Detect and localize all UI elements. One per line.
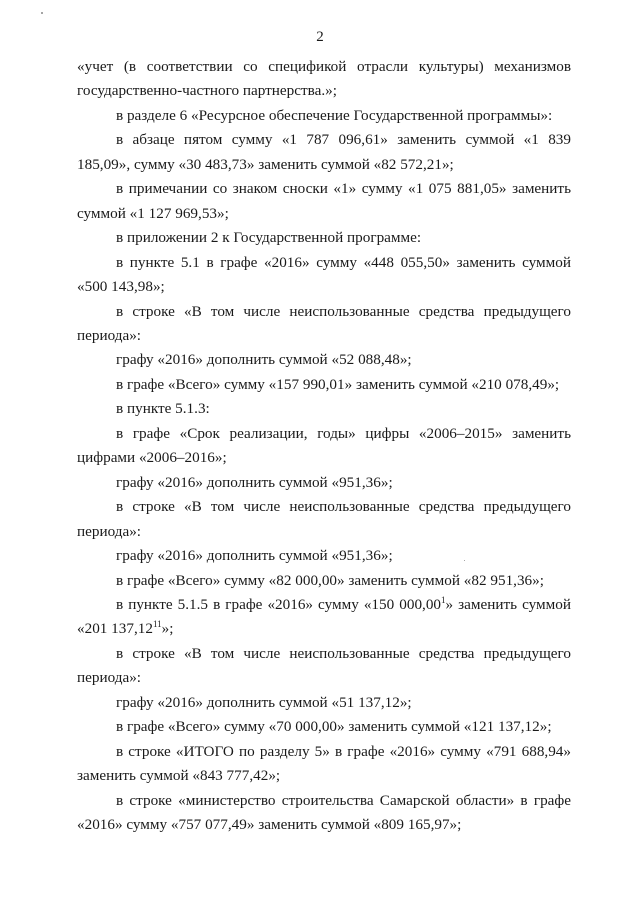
paragraph: в строке «В том числе неиспользованные средства предыдущего периода»: bbox=[77, 302, 571, 344]
paragraph: в графе «Всего» сумму «82 000,00» заменить суммой «82 951,36»; bbox=[116, 571, 544, 589]
paragraph: графу «2016» дополнить суммой «52 088,48»; bbox=[116, 351, 412, 369]
paragraph-with-footnotes bbox=[77, 593, 571, 642]
paragraph: в строке «министерство строительства Самарской области» в графе «2016» сумму «757 077,49» заменить суммой «809 165,97»; bbox=[77, 791, 571, 834]
page-number: 2 bbox=[316, 29, 324, 45]
paragraph: «учет (в соответствии со спецификой отрасли культуры) механизмов государственно-частного партнерства.»; bbox=[77, 58, 571, 100]
paragraph-text: в пункте 5.1.5 в графе «2016» сумму «150 000,00 bbox=[116, 595, 442, 613]
paragraph: в строке «ИТОГО по разделу 5» в графе «2016» сумму «791 688,94» заменить суммой «843 777,42»; bbox=[77, 742, 571, 785]
paragraph: графу «2016» дополнить суммой «951,36»; bbox=[116, 547, 393, 565]
paragraph: в графе «Всего» сумму «70 000,00» заменить суммой «121 137,12»; bbox=[116, 718, 552, 736]
paragraph: в пункте 5.1 в графе «2016» сумму «448 055,50» заменить суммой «500 143,98»; bbox=[77, 253, 571, 296]
paragraph: в графе «Всего» сумму «157 990,01» заменить суммой «210 078,49»; bbox=[116, 375, 560, 393]
paragraph: в строке «В том числе неиспользованные средства предыдущего периода»: bbox=[77, 498, 571, 540]
paragraph-text: » заменить суммой «201 137,12 bbox=[77, 595, 571, 638]
paragraph: в графе «Срок реализации, годы» цифры «2006–2015» заменить цифрами «2006–2016»; bbox=[77, 424, 571, 467]
paragraph: графу «2016» дополнить суммой «951,36»; bbox=[116, 473, 393, 491]
document-body bbox=[77, 55, 571, 838]
scan-speck bbox=[41, 12, 43, 14]
footnote-mark: 11 bbox=[152, 619, 162, 630]
footnote-mark: 1 bbox=[441, 594, 446, 605]
paragraph: в пункте 5.1.3: bbox=[116, 400, 210, 418]
paragraph: в разделе 6 «Ресурсное обеспечение Государственной программы»: bbox=[116, 106, 553, 124]
paragraph: в приложении 2 к Государственной программе: bbox=[116, 229, 422, 247]
paragraph: в строке «В том числе неиспользованные средства предыдущего периода»: bbox=[77, 644, 571, 687]
paragraph: в примечании со знаком сноски «1» сумму «1 075 881,05» заменить суммой «1 127 969,53»; bbox=[77, 180, 571, 222]
paragraph: в абзаце пятом сумму «1 787 096,61» заменить суммой «1 839 185,09», сумму «30 483,73» заменить суммой «82 572,21»; bbox=[77, 131, 571, 173]
paragraph-text: »; bbox=[161, 620, 174, 638]
paragraph: графу «2016» дополнить суммой «51 137,12»; bbox=[116, 693, 412, 711]
